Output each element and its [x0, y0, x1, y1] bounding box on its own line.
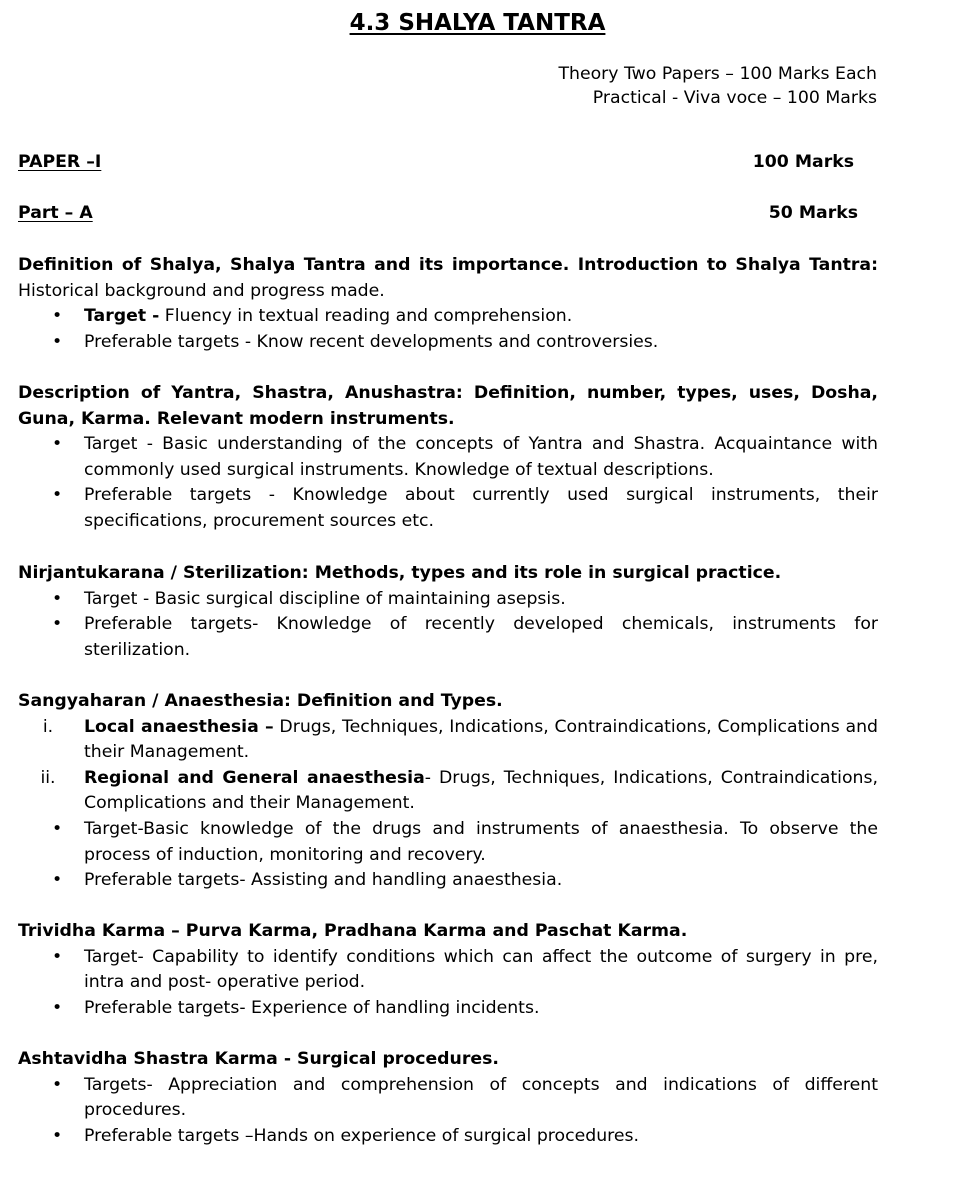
part-label: Part – A: [18, 203, 93, 223]
item-text: Target - Basic surgical discipline of maintaining asepsis.: [84, 588, 566, 609]
section-heading: [18, 919, 878, 945]
bullet-icon: •: [52, 306, 63, 327]
section-heading: [18, 1047, 878, 1073]
item-lead: Local anaesthesia –: [84, 716, 274, 737]
bullet-icon: •: [52, 870, 63, 891]
item-text: Target-Basic knowledge of the drugs and instruments of anaesthesia. To observe the process of induction, monitoring and recovery.: [84, 818, 878, 865]
bullet-icon: •: [52, 588, 63, 609]
roman-list-item: [18, 766, 878, 817]
page-title: 4.3 SHALYA TANTRA: [349, 10, 606, 36]
bullet-icon: •: [52, 331, 63, 352]
bullet-list-item: [18, 304, 878, 330]
bullet-icon: •: [52, 614, 63, 635]
bullet-icon: •: [52, 485, 63, 506]
paper-label: PAPER –I: [18, 152, 102, 172]
section-list: [18, 1073, 878, 1150]
item-text: Targets- Appreciation and comprehension of concepts and indications of different procedures.: [84, 1074, 878, 1121]
section-list: [18, 715, 878, 894]
bullet-icon: •: [52, 997, 63, 1018]
section-heading-bold: Ashtavidha Shastra Karma - Surgical procedures.: [18, 1049, 499, 1069]
item-text: Preferable targets –Hands on experience of surgical procedures.: [84, 1125, 639, 1146]
section-heading-bold: Description of Yantra, Shastra, Anushastra: Definition, number, types, uses, Dosha, Guna, Karma. Relevant modern instruments.: [18, 383, 878, 429]
bullet-list-item: [18, 945, 878, 996]
roman-list-item: [18, 715, 878, 766]
bullet-list-item: [18, 432, 878, 483]
syllabus-section: [18, 381, 878, 535]
bullet-list-item: [18, 612, 878, 663]
item-text: Preferable targets - Know recent developments and controversies.: [84, 331, 659, 352]
bullet-icon: •: [52, 1125, 63, 1146]
bullet-list-item: [18, 817, 878, 868]
bullet-list-item: [18, 330, 878, 356]
bullet-icon: •: [52, 946, 63, 967]
section-heading-bold: Trividha Karma – Purva Karma, Pradhana Karma and Paschat Karma.: [18, 921, 688, 941]
section-heading: [18, 689, 878, 715]
syllabus-section: [18, 919, 878, 1021]
section-heading: [18, 381, 878, 432]
bullet-icon: •: [52, 1074, 63, 1095]
paper-marks: 100 Marks: [752, 152, 854, 172]
exam-info-theory: Theory Two Papers – 100 Marks Each: [558, 64, 877, 84]
exam-info-practical: Practical - Viva voce – 100 Marks: [592, 88, 877, 108]
item-text: Target- Capability to identify conditions which can affect the outcome of surgery in pre, intra and post- operative period.: [84, 946, 878, 993]
paper-row: [18, 152, 858, 172]
item-text: Target - Basic understanding of the concepts of Yantra and Shastra. Acquaintance with commonly used surgical instruments. Knowledge of textual descriptions.: [84, 434, 878, 480]
section-heading: [18, 561, 878, 587]
part-row: [18, 203, 858, 223]
roman-numeral: i.: [42, 716, 54, 737]
section-heading-bold: Sangyaharan / Anaesthesia: Definition and Types.: [18, 691, 503, 711]
exam-info: [558, 62, 877, 110]
item-lead: Regional and General anaesthesia: [84, 767, 425, 788]
bullet-icon: •: [52, 818, 63, 839]
item-text: Fluency in textual reading and comprehension.: [159, 306, 573, 327]
item-lead: Target -: [84, 306, 160, 327]
bullet-list-item: [18, 868, 878, 894]
item-text: Preferable targets- Knowledge of recently developed chemicals, instruments for sterilization.: [84, 614, 878, 660]
roman-numeral: ii.: [40, 767, 56, 788]
item-text: Drugs, Techniques, Indications, Contraindications, Complications and their Management.: [84, 716, 878, 763]
bullet-list-item: [18, 587, 878, 613]
section-list: [18, 304, 878, 355]
bullet-list-item: [18, 483, 878, 534]
item-text: - Drugs, Techniques, Indications, Contraindications, Complications and their Management.: [84, 767, 878, 814]
bullet-list-item: [18, 1124, 878, 1150]
item-text: Preferable targets- Experience of handling incidents.: [84, 997, 540, 1018]
bullet-list-item: [18, 996, 878, 1022]
section-list: [18, 587, 878, 664]
item-text: Preferable targets- Assisting and handling anaesthesia.: [84, 870, 563, 891]
section-heading-text: Historical background and progress made.: [18, 280, 385, 301]
bullet-icon: •: [52, 434, 63, 455]
section-heading: [18, 253, 878, 304]
syllabus-section: [18, 561, 878, 663]
section-heading-bold: Nirjantukarana / Sterilization: Methods, types and its role in surgical practice.: [18, 563, 782, 583]
section-list: [18, 432, 878, 534]
syllabus-section: [18, 253, 878, 355]
section-heading-bold: Definition of Shalya, Shalya Tantra and its importance. Introduction to Shalya Tantra:: [18, 255, 878, 275]
part-marks: 50 Marks: [768, 203, 858, 223]
section-list: [18, 945, 878, 1022]
bullet-list-item: [18, 1073, 878, 1124]
syllabus-section: [18, 1047, 878, 1149]
syllabus-section: [18, 689, 878, 894]
item-text: Preferable targets - Knowledge about currently used surgical instruments, their specifications, procurement sources etc.: [84, 485, 878, 531]
